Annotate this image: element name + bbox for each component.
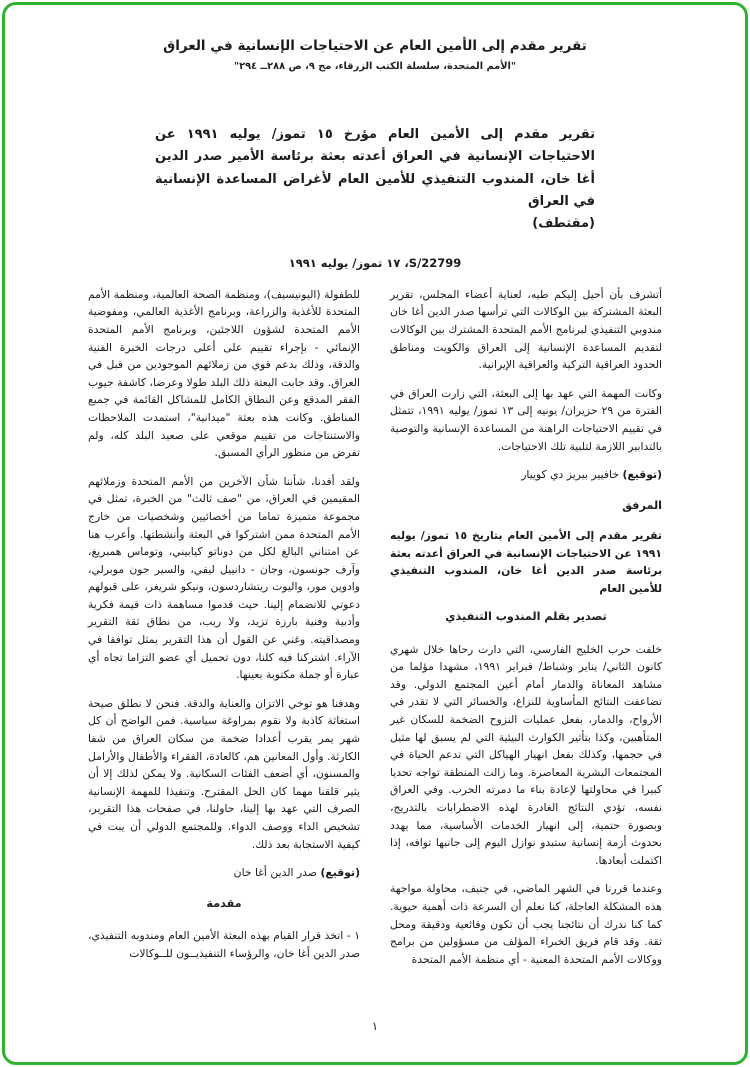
signature-label: (توقيع) (320, 866, 360, 880)
signature-name: خافيير بيريز دي كوييار (521, 468, 620, 482)
right-column (390, 286, 662, 980)
paragraph: وعندما قررنا في الشهر الماضي، في جنيف، محاولة مواجهة هذه المشكلة العاجلة، كنا نعلم أن السرعة ذات أهمية حيوية. كما كنا ندرك أن نتائجنا يجب أن تكون وقائعية ودقيقة ومحل ثقة. وقد قام فريق الخبراء المؤلف من مسؤولين من برامج ووكالات الأمم المتحدة المعنية - أي منظمة الأمم المتحدة (390, 882, 662, 966)
two-column-body (88, 286, 662, 980)
signature-name: صدر الدين أغا خان (233, 866, 318, 880)
annex-title: تقرير مقدم إلى الأمين العام بتاريخ ١٥ تموز/ يوليه ١٩٩١ عن الاحتياجات الإنسانية في العراق أعدته بعثة برئاسة صدر الدين أغا خان، المندوب التنفيذي للأمين العام (390, 528, 662, 595)
signature-line (390, 466, 662, 484)
report-title-block (155, 124, 595, 236)
paragraph: للطفولة (اليونيسيف)، ومنظمة الصحة العالمية، ومنظمة الأمم المتحدة للأغذية والزراعة، وبرنامج الأغذية العالمي، ومفوضية الأمم المتحدة لشؤون اللاجئين، وبرنامج الأمم المتحدة الإنمائي - بإجراء تقييم على أعلى درجات الخبرة الفنية والدقة، وذلك بدعم قوي من زملائهم الموجودين من قبل في العراق. وقد جابت البعثة ذلك البلد طولا وعرضا، كاشفة جيوب الفقر المدقع وعن النطاق الكامل للمشاكل القائمة في جميع المناطق. وكانت هذه بعثة "ميدانية"، استمدت الملاحظات والاستنتاجات من تقييم موقعي على صعيد البلد كله، ولم تفرض من منظور الرأي المسبق. (88, 287, 360, 460)
paragraph: ولقد أفدنا، شأننا شأن الآخرين من الأمم المتحدة وزملائهم المقيمين في العراق، من "صف ثالث" من الخبرة، تمثل في مجموعة متميزة تماما من أخصائيين وشخصيات من خارج الأمم المتحدة ممن اشتركوا في البعثة وأنشطتها. وأعرب هنا عن امتناني البالغ لكل من دوناتو كيابيني، وتوماس همبريغ، وآرف جونسون، وجان - دانييل ليفي، والسير جون موبرلي، وادوين مور، واليوت ريتشاردسون، ونيكو شريغر، على قبولهم دعوتي للانضمام إلينا. حيث قدموا مساهمة ذات قيمة فكرية وأدبية وفنية بارزة تزيد، ولا ريب، من نطاق ثقة التقرير ومصداقيته. وغني عن القول أن هذا التقرير يمثل توافقا في الآراء. اشتركنا فيه كلنا، دون تحميل أي عضو التزاما تجاه أي عبارة أو جملة مكتوبة بعينها. (88, 474, 360, 682)
paragraph: خلفت حرب الخليج الفارسي، التي دارت رحاها خلال شهري كانون الثاني/ يناير وشباط/ فبراير ١٩٩١، مشهدا مؤلما من مشاهد المعاناة والدمار أمام أعين المجتمع الدولي. وقد تضاعفت النتائج المأساوية للنزاع، والخسائر التي لا تقدر في الأرواح، والدمار، بفعل عمليات النزوح الضخمة للسكان غير المتأهبين، وكذا بتأثير الكوارث البيئية التي لم يسبق لها مثيل في حجمها، وكذلك بفعل انهيار الهياكل التي تدعم الحياة في المجتمعات البشرية المعاصرة. وما زالت المنطقة تواجه تحديا كبيرا في محاولتها لإعادة بناء ما دمرته الحرب. وفي العراق نفسه، تؤدي النتائج الغادرة لهذه الاضطرابات بالتدريج، وبصورة حتمية، إلى انهيار الخدمات الأساسية، مما يهدد بحدوث أزمة إنسانية ستبدو نوازل اليوم إلى جانبها توافه، إذا اكتملت أبعادها. (390, 642, 662, 867)
document-symbol: S/22799، ١٧ تموز/ يوليه ١٩٩١ (288, 255, 462, 270)
annex-heading: المرفق (622, 498, 662, 512)
report-title-excerpt: (مقتطف) (532, 216, 595, 232)
document-source-note: "الأمم المتحدة، سلسلة الكتب الزرقاء، مج ٩، ص ٢٨٨ــ ٢٩٤" (233, 61, 516, 72)
paragraph: أتشرف بأن أحيل إليكم طيه، لعناية أعضاء المجلس، تقرير البعثة المشتركة بين الوكالات التي ترأسها صدر الدين أغا خان مندوبي التنفيذي لبرنامج الأمم المتحدة المشترك بين الوكالات لتقديم المساعدة الإنسانية إلى العراق والكويت ومناطق الحدود العراقية التركية والعراقية الإيرانية. (390, 287, 662, 372)
signature-label: (توقيع) (622, 468, 662, 482)
page-number: ١ (371, 1019, 379, 1033)
foreword-heading: تصدير بقلم المندوب التنفيذي (445, 610, 607, 624)
left-column (88, 286, 360, 980)
paragraph: وهدفنا هو توخي الاتزان والعناية والدقة. فنحن لا نطلق صيحة استغاثة كاذبة ولا نقوم بمراوغة سياسية. فمن الواضح أن كل شهر يمر يقرب أعدادا ضخمة من سكان العراق من شفا الكارثة. وأول المعانين هم، كالعادة، الفقراء والأطفال والأرامل والمسنون، أي أضعف الفئات السكانية. ولا يمكن لذلك إلا أن يثير قلقنا مهما كان الحل المقترح. وتنفيذا للمهمة الإنسانية الصرف التي عهد بها إلينا، حاولنا، في صفحات هذا التقرير، تشخيص الداء ووصف الدواء. وللمجتمع الدولي أن يبت في كيفية الاستجابة بعد ذلك. (88, 696, 360, 851)
paragraph: وكانت المهمة التي عهد بها إلى البعثة، التي زارت العراق في الفترة من ٢٩ حزيران/ يونيه إلى ١٣ تموز/ يوليه ١٩٩١، تتمثل في تقييم الاحتياجات الراهنة من المساعدة الإنسانية والتوصية بالتدابير اللازمة لتلبية تلك الاحتياجات. (390, 386, 662, 453)
paragraph: ١ - اتخذ قرار القيام بهذه البعثة الأمين العام ومندوبه التنفيذي، صدر الدين أغا خان، والرؤساء التنفيذيــون للــوكالات (88, 929, 360, 960)
introduction-heading: مقدمة (206, 896, 242, 910)
signature-line (88, 864, 360, 882)
document-header-title: تقرير مقدم إلى الأمين العام عن الاحتياجات الإنسانية في العراق (163, 38, 587, 54)
report-title-text: تقرير مقدم إلى الأمين العام مؤرخ ١٥ تموز/ يوليه ١٩٩١ عن الاحتياجات الإنسانية في العراق أعدته بعثة برئاسة الأمير صدر الدين أغا خان، المندوب التنفيذي للأمين العام لأغراض المساعدة الإنسانية في العراق (155, 127, 595, 210)
